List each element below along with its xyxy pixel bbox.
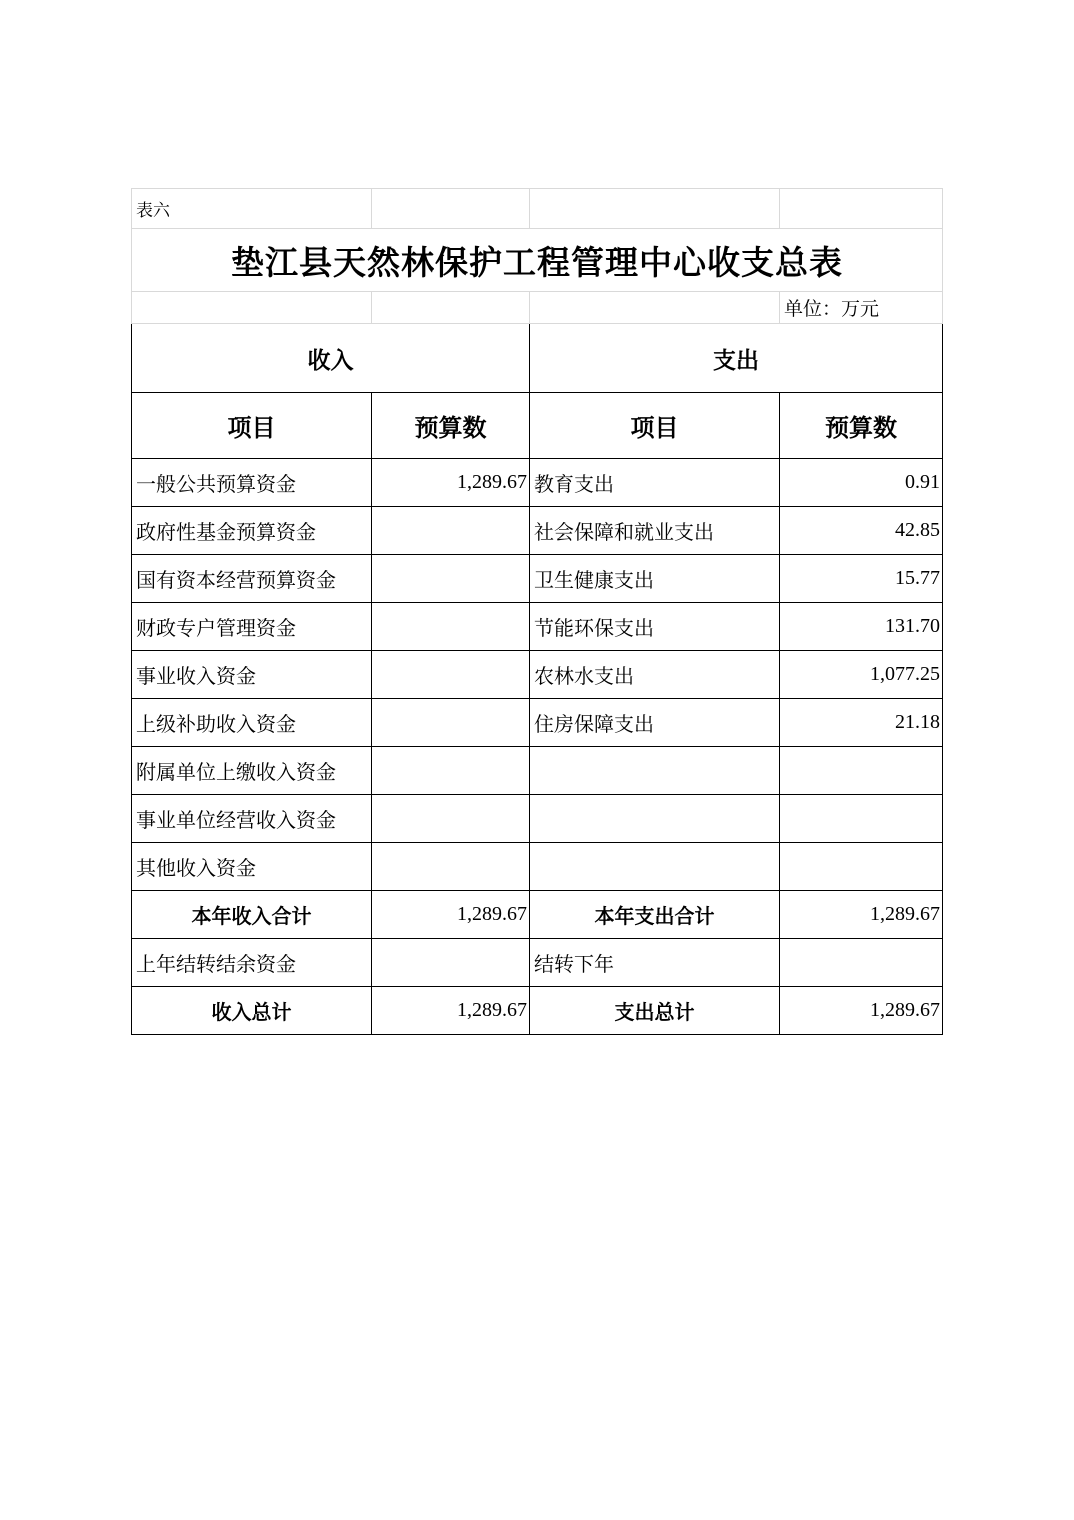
income-item-header: 项目 (132, 393, 372, 459)
unit-label: 单位：万元 (780, 292, 943, 324)
expense-item-header: 项目 (530, 393, 780, 459)
expense-value-cell: 15.77 (780, 555, 943, 603)
expense-item-cell: 社会保障和就业支出 (530, 507, 780, 555)
empty-cell (372, 292, 530, 324)
expense-value-cell: 131.70 (780, 603, 943, 651)
table-title: 垫江县天然林保护工程管理中心收支总表 (132, 229, 943, 292)
expense-value-cell (780, 747, 943, 795)
income-value-cell (372, 699, 530, 747)
table-row (132, 747, 943, 795)
empty-cell (780, 189, 943, 229)
table-row (132, 699, 943, 747)
income-total-label: 收入总计 (132, 987, 372, 1035)
expense-value-cell (780, 795, 943, 843)
income-item-cell: 附属单位上缴收入资金 (132, 747, 372, 795)
empty-cell (530, 292, 780, 324)
expense-carryover-label: 结转下年 (530, 939, 780, 987)
expense-carryover-value (780, 939, 943, 987)
table-row (132, 555, 943, 603)
income-item-cell: 上级补助收入资金 (132, 699, 372, 747)
income-value-cell (372, 843, 530, 891)
expense-value-cell: 42.85 (780, 507, 943, 555)
expense-value-cell: 21.18 (780, 699, 943, 747)
income-item-cell: 政府性基金预算资金 (132, 507, 372, 555)
budget-summary-table (131, 188, 943, 1035)
expense-value-cell (780, 843, 943, 891)
empty-cell (372, 189, 530, 229)
sheet-label: 表六 (132, 189, 372, 229)
income-value-cell (372, 603, 530, 651)
expense-item-cell (530, 843, 780, 891)
table-row (132, 507, 943, 555)
income-value-cell (372, 507, 530, 555)
expense-budget-header: 预算数 (780, 393, 943, 459)
expense-total-value: 1,289.67 (780, 987, 943, 1035)
expense-subtotal-value: 1,289.67 (780, 891, 943, 939)
expense-item-cell: 教育支出 (530, 459, 780, 507)
expense-item-cell (530, 747, 780, 795)
table-row (132, 459, 943, 507)
expense-subtotal-label: 本年支出合计 (530, 891, 780, 939)
table-row (132, 651, 943, 699)
income-value-cell (372, 795, 530, 843)
empty-cell (132, 292, 372, 324)
expense-section-header: 支出 (530, 324, 943, 393)
income-item-cell: 一般公共预算资金 (132, 459, 372, 507)
income-item-cell: 财政专户管理资金 (132, 603, 372, 651)
table-row (132, 603, 943, 651)
income-value-cell (372, 747, 530, 795)
expense-item-cell: 卫生健康支出 (530, 555, 780, 603)
expense-item-cell: 节能环保支出 (530, 603, 780, 651)
expense-item-cell: 住房保障支出 (530, 699, 780, 747)
income-subtotal-value: 1,289.67 (372, 891, 530, 939)
income-section-header: 收入 (132, 324, 530, 393)
income-value-cell (372, 555, 530, 603)
income-item-cell: 其他收入资金 (132, 843, 372, 891)
income-subtotal-label: 本年收入合计 (132, 891, 372, 939)
income-value-cell: 1,289.67 (372, 459, 530, 507)
income-value-cell (372, 651, 530, 699)
income-total-value: 1,289.67 (372, 987, 530, 1035)
expense-item-cell (530, 795, 780, 843)
income-budget-header: 预算数 (372, 393, 530, 459)
expense-value-cell: 0.91 (780, 459, 943, 507)
table-row (132, 843, 943, 891)
income-item-cell: 国有资本经营预算资金 (132, 555, 372, 603)
expense-value-cell: 1,077.25 (780, 651, 943, 699)
income-item-cell: 事业收入资金 (132, 651, 372, 699)
income-carryover-label: 上年结转结余资金 (132, 939, 372, 987)
expense-total-label: 支出总计 (530, 987, 780, 1035)
income-item-cell: 事业单位经营收入资金 (132, 795, 372, 843)
empty-cell (530, 189, 780, 229)
expense-item-cell: 农林水支出 (530, 651, 780, 699)
income-carryover-value (372, 939, 530, 987)
table-row (132, 795, 943, 843)
